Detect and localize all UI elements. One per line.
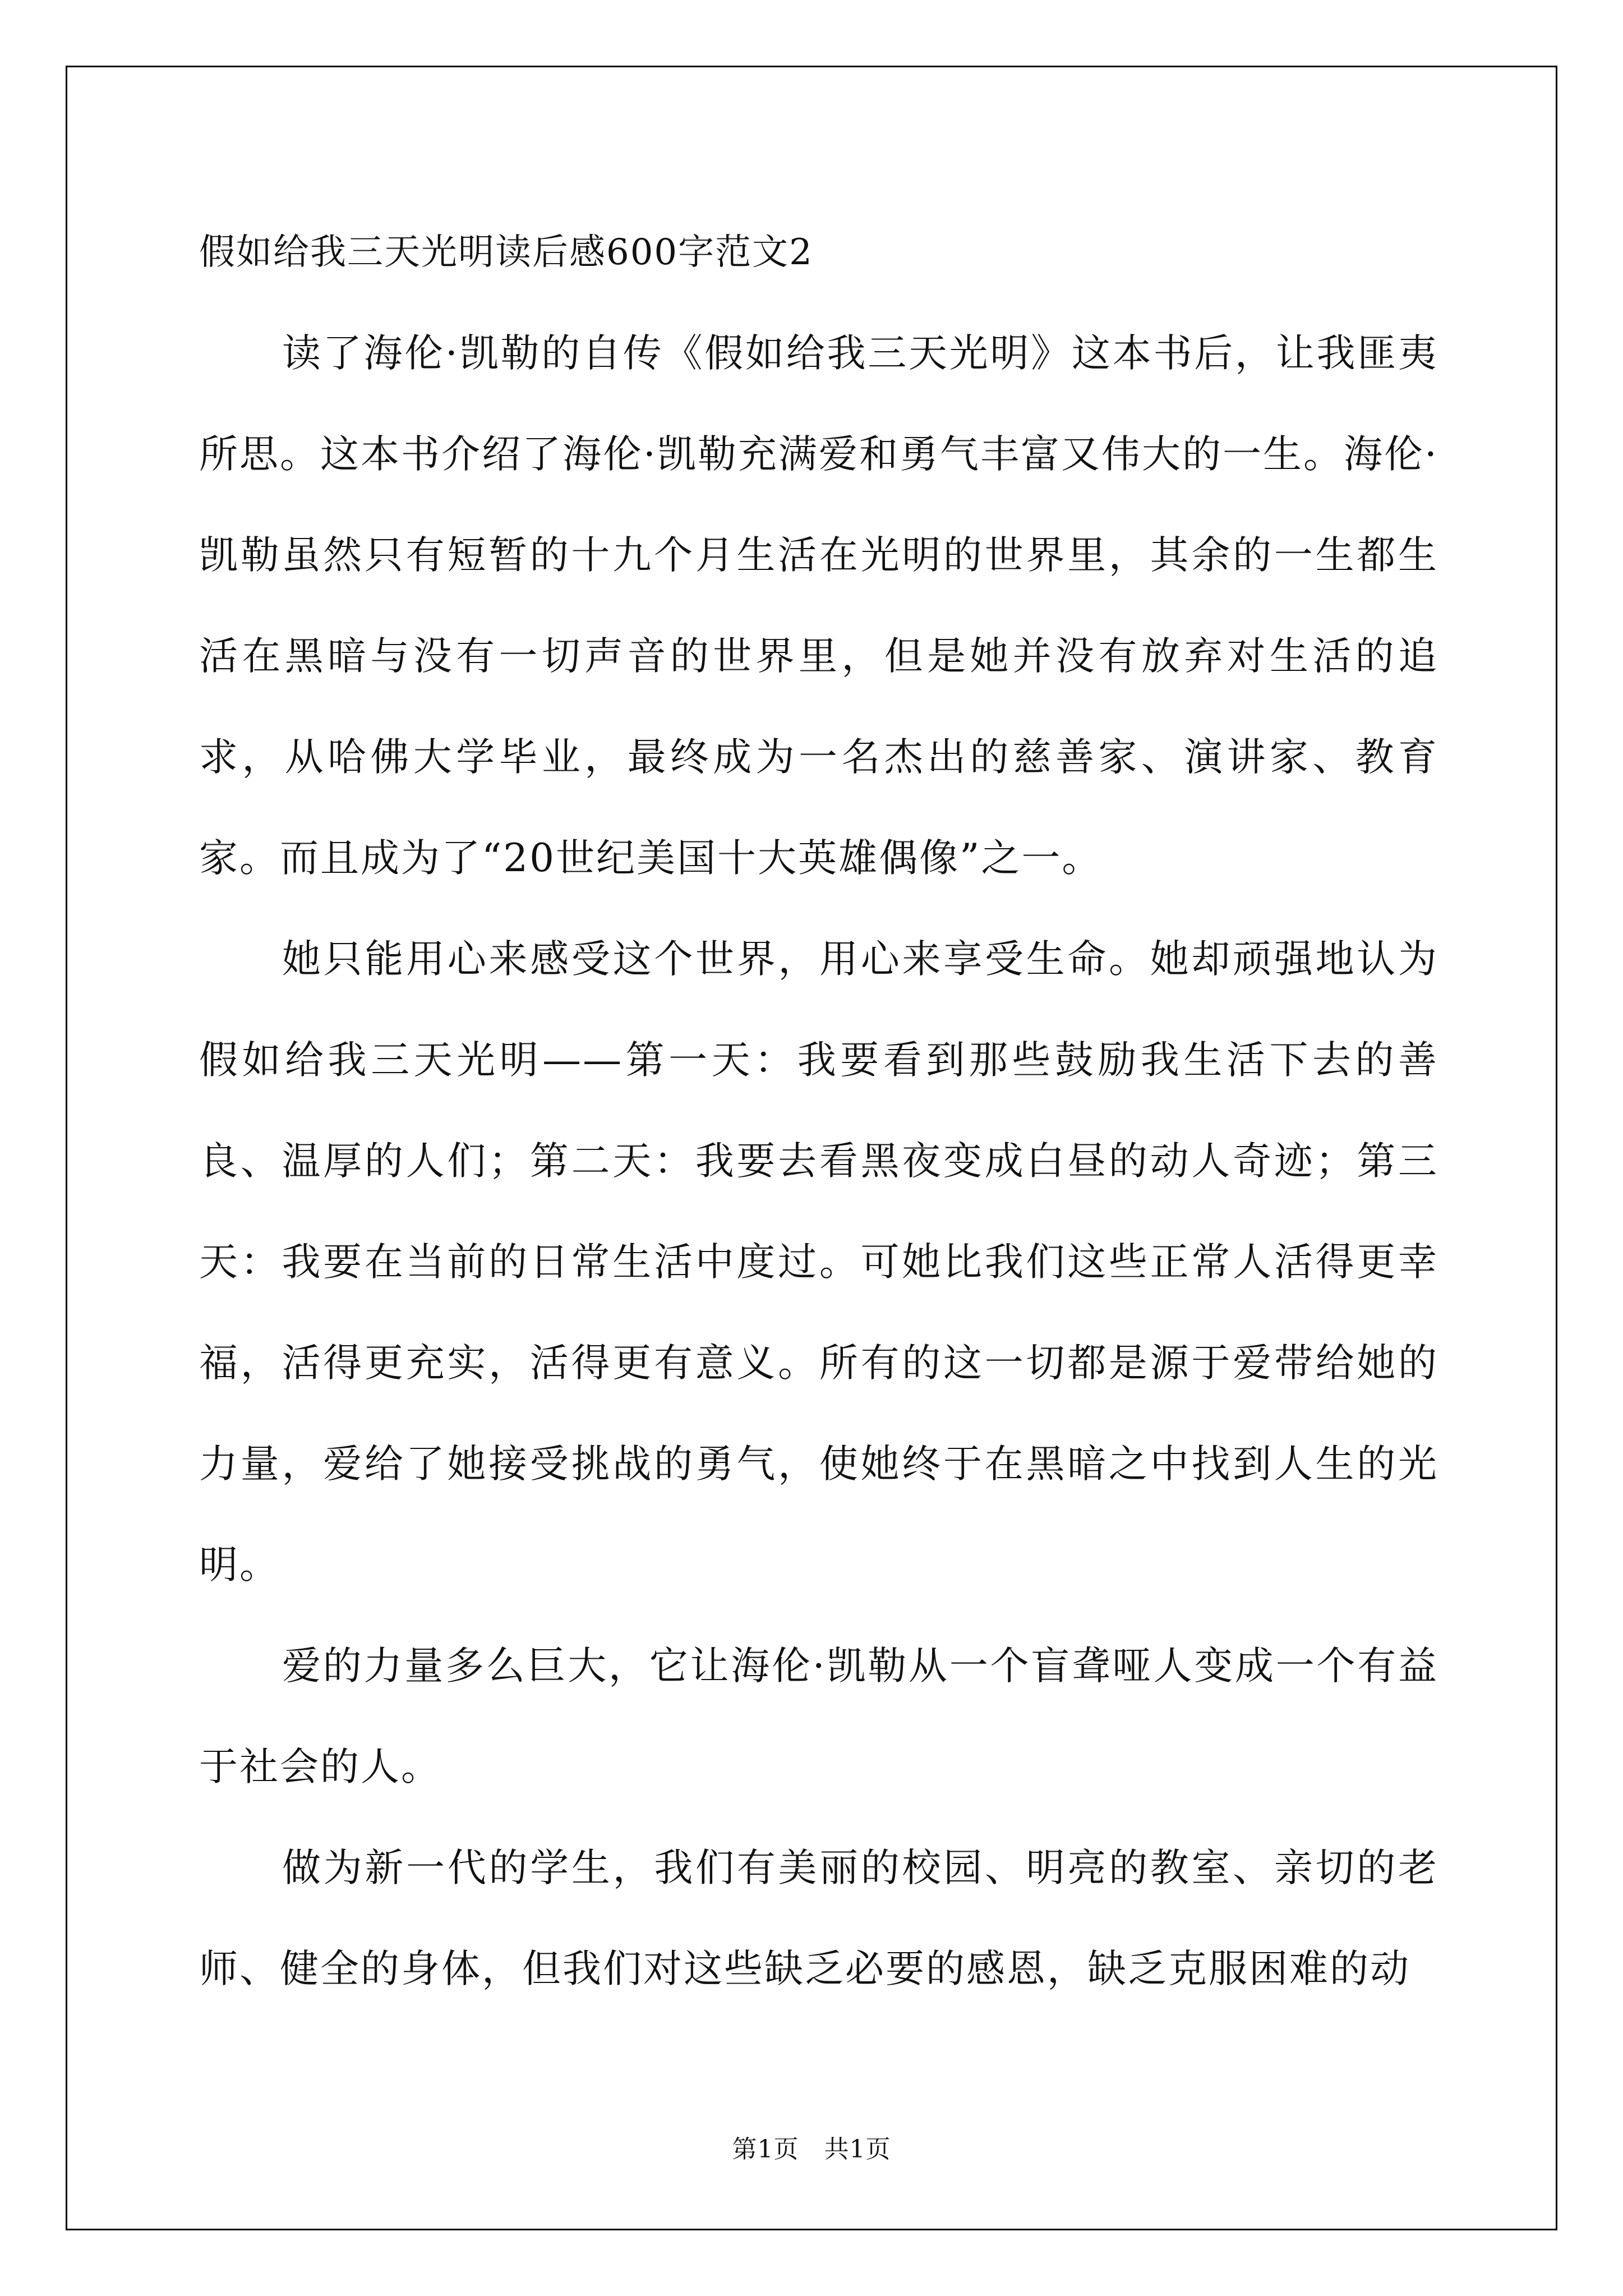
paragraph-4: 做为新一代的学生，我们有美丽的校园、明亮的教室、亲切的老师、健全的身体，但我们对这些缺乏必要的感恩，缺乏克服困难的动: [199, 1846, 1438, 1991]
paragraph-1: 读了海伦·凯勒的自传《假如给我三天光明》这本书后，让我匪夷所思。这本书介绍了海伦·凯勒充满爱和勇气丰富又伟大的一生。海伦·凯勒虽然只有短暂的十九个月生活在光明的世界里，其余的一生都生活在黑暗与没有一切声音的世界里，但是她并没有放弃对生活的追求，从哈佛大学毕业，最终成为一名杰出的慈善家、演讲家、教育家。而且成为了“20世纪美国十大英雄偶像”之一。: [199, 331, 1438, 881]
document-title: 假如给我三天光明读后感600字范文2: [199, 232, 813, 273]
document-body: [199, 219, 1438, 2019]
paragraph-2: 她只能用心来感受这个世界，用心来享受生命。她却顽强地认为假如给我三天光明——第一天：我要看到那些鼓励我生活下去的善良、温厚的人们；第二天：我要去看黑夜变成白昼的动人奇迹；第三天：我要在当前的日常生活中度过。可她比我们这些正常人活得更幸福，活得更充实，活得更有意义。所有的这一切都是源于爱带给她的力量，爱给了她接受挑战的勇气，使她终于在黑暗之中找到人生的光明。: [199, 937, 1438, 1588]
paragraph-3: 爱的力量多么巨大，它让海伦·凯勒从一个盲聋哑人变成一个有益于社会的人。: [199, 1644, 1438, 1789]
page-footer: 第1页 共1页: [732, 2135, 891, 2164]
